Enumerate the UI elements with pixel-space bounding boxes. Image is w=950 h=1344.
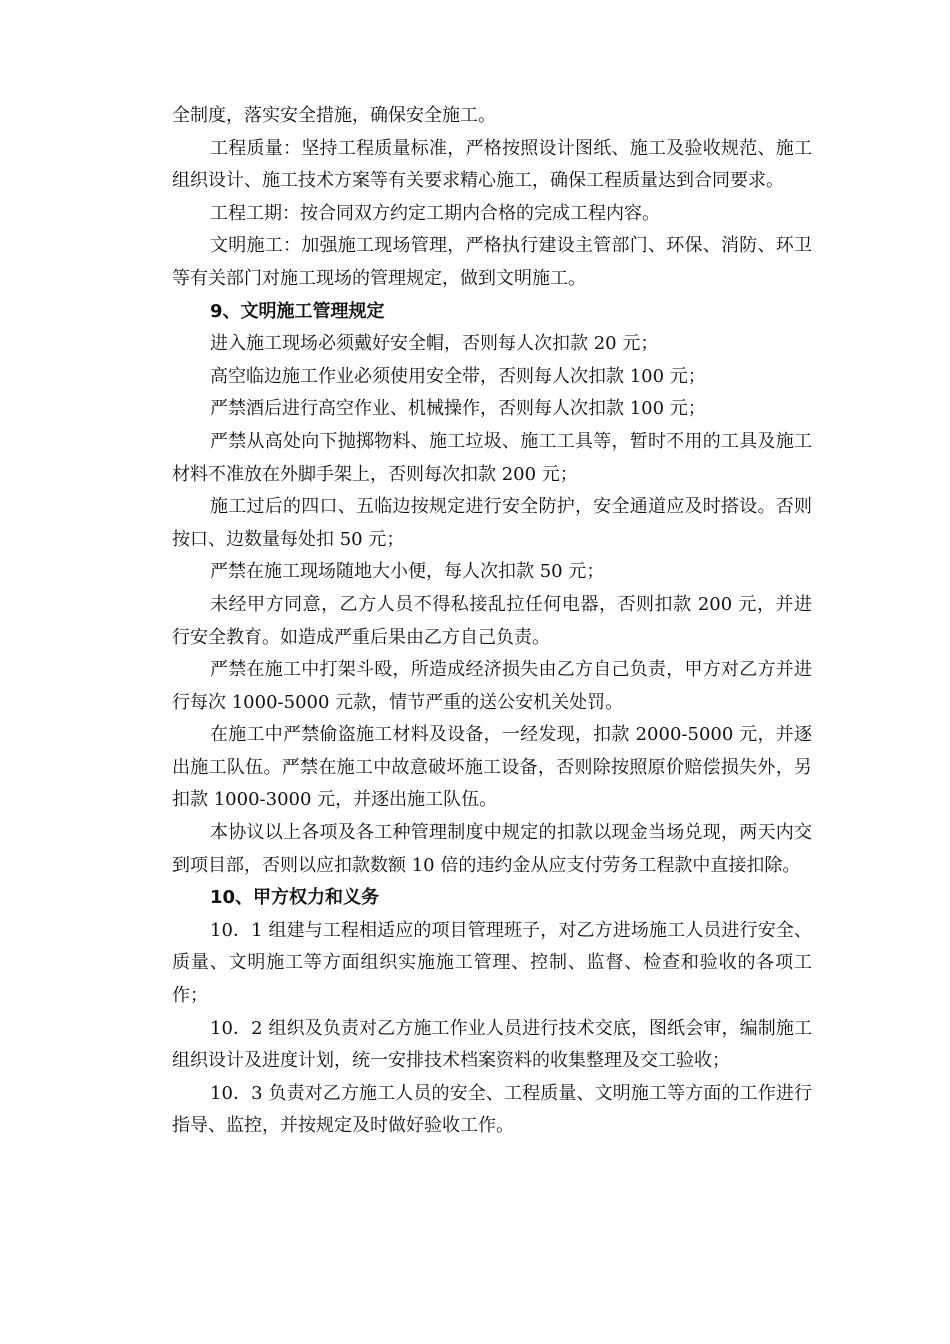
rule-sanitation: 严禁在施工现场随地大小便，每人次扣款 50 元； — [210, 561, 605, 583]
section-heading-10: 10、甲方权力和义务 — [210, 887, 380, 909]
clause-10-1: 10．1 组建与工程相适应的项目管理班子，对乙方进场施工人员进行安全、质量、文明施工等方面组织实施施工管理、控制、监督、检查和验收的各项工作； — [172, 919, 812, 1007]
paragraph-continuation: 全制度，落实安全措施，确保安全施工。 — [172, 105, 496, 126]
clause-10-3: 10．3 负责对乙方施工人员的安全、工程质量、文明施工等方面的工作进行指导、监控，并按规定及时做好验收工作。 — [172, 1082, 812, 1137]
rule-deduction-settlement: 本协议以上各项及各工种管理制度中规定的扣款以现金当场兑现，两天内交到项目部，否则以应扣款数额 10 倍的违约金从应支付劳务工程款中直接扣除。 — [172, 822, 812, 876]
paragraph-civilized-construction: 文明施工：加强施工现场管理，严格执行建设主管部门、环保、消防、环卫等有关部门对施工现场的管理规定，做到文明施工。 — [172, 235, 812, 289]
rule-safety-belt: 高空临边施工作业必须使用安全带，否则每人次扣款 100 元； — [210, 365, 706, 387]
rule-safety-helmet: 进入施工现场必须戴好安全帽，否则每人次扣款 20 元； — [210, 333, 659, 355]
rule-no-throwing: 严禁从高处向下抛掷物料、施工垃圾、施工工具等，暂时不用的工具及施工材料不准放在外脚手架上，否则每次扣款 200 元； — [172, 430, 812, 485]
rule-electrical: 未经甲方同意，乙方人员不得私接乱拉任何电器，否则扣款 200 元，并进行安全教育。如造成严重后果由乙方自己负责。 — [172, 593, 812, 648]
clause-10-2: 10．2 组织及负责对乙方施工作业人员进行技术交底，图纸会审，编制施工组织设计及进度计划，统一安排技术档案资料的收集整理及交工验收； — [172, 1017, 812, 1072]
rule-edge-protection: 施工过后的四口、五临边按规定进行安全防护，安全通道应及时搭设。否则按口、边数量每处扣 50 元； — [172, 496, 812, 550]
rule-no-fighting: 严禁在施工中打架斗殴，所造成经济损失由乙方自己负责，甲方对乙方并进行每次 1000-5000 元款，情节严重的送公安机关处罚。 — [172, 659, 812, 713]
document-body — [172, 100, 812, 1143]
paragraph-schedule: 工程工期：按合同双方约定工期内合格的完成工程内容。 — [210, 202, 660, 224]
section-heading-9: 9、文明施工管理规定 — [210, 300, 385, 322]
paragraph-quality: 工程质量：坚持工程质量标准，严格按照设计图纸、施工及验收规范、施工组织设计、施工技术方案等有关要求精心施工，确保工程质量达到合同要求。 — [172, 137, 812, 192]
rule-no-theft: 在施工中严禁偷盗施工材料及设备，一经发现，扣款 2000-5000 元，并逐出施工队伍。严禁在施工中故意破坏施工设备，否则除按照原价赔偿损失外，另扣款 1000-3000 元，并逐出施工队伍。 — [172, 724, 812, 811]
rule-no-drinking: 严禁酒后进行高空作业、机械操作，否则每人次扣款 100 元； — [210, 398, 706, 420]
